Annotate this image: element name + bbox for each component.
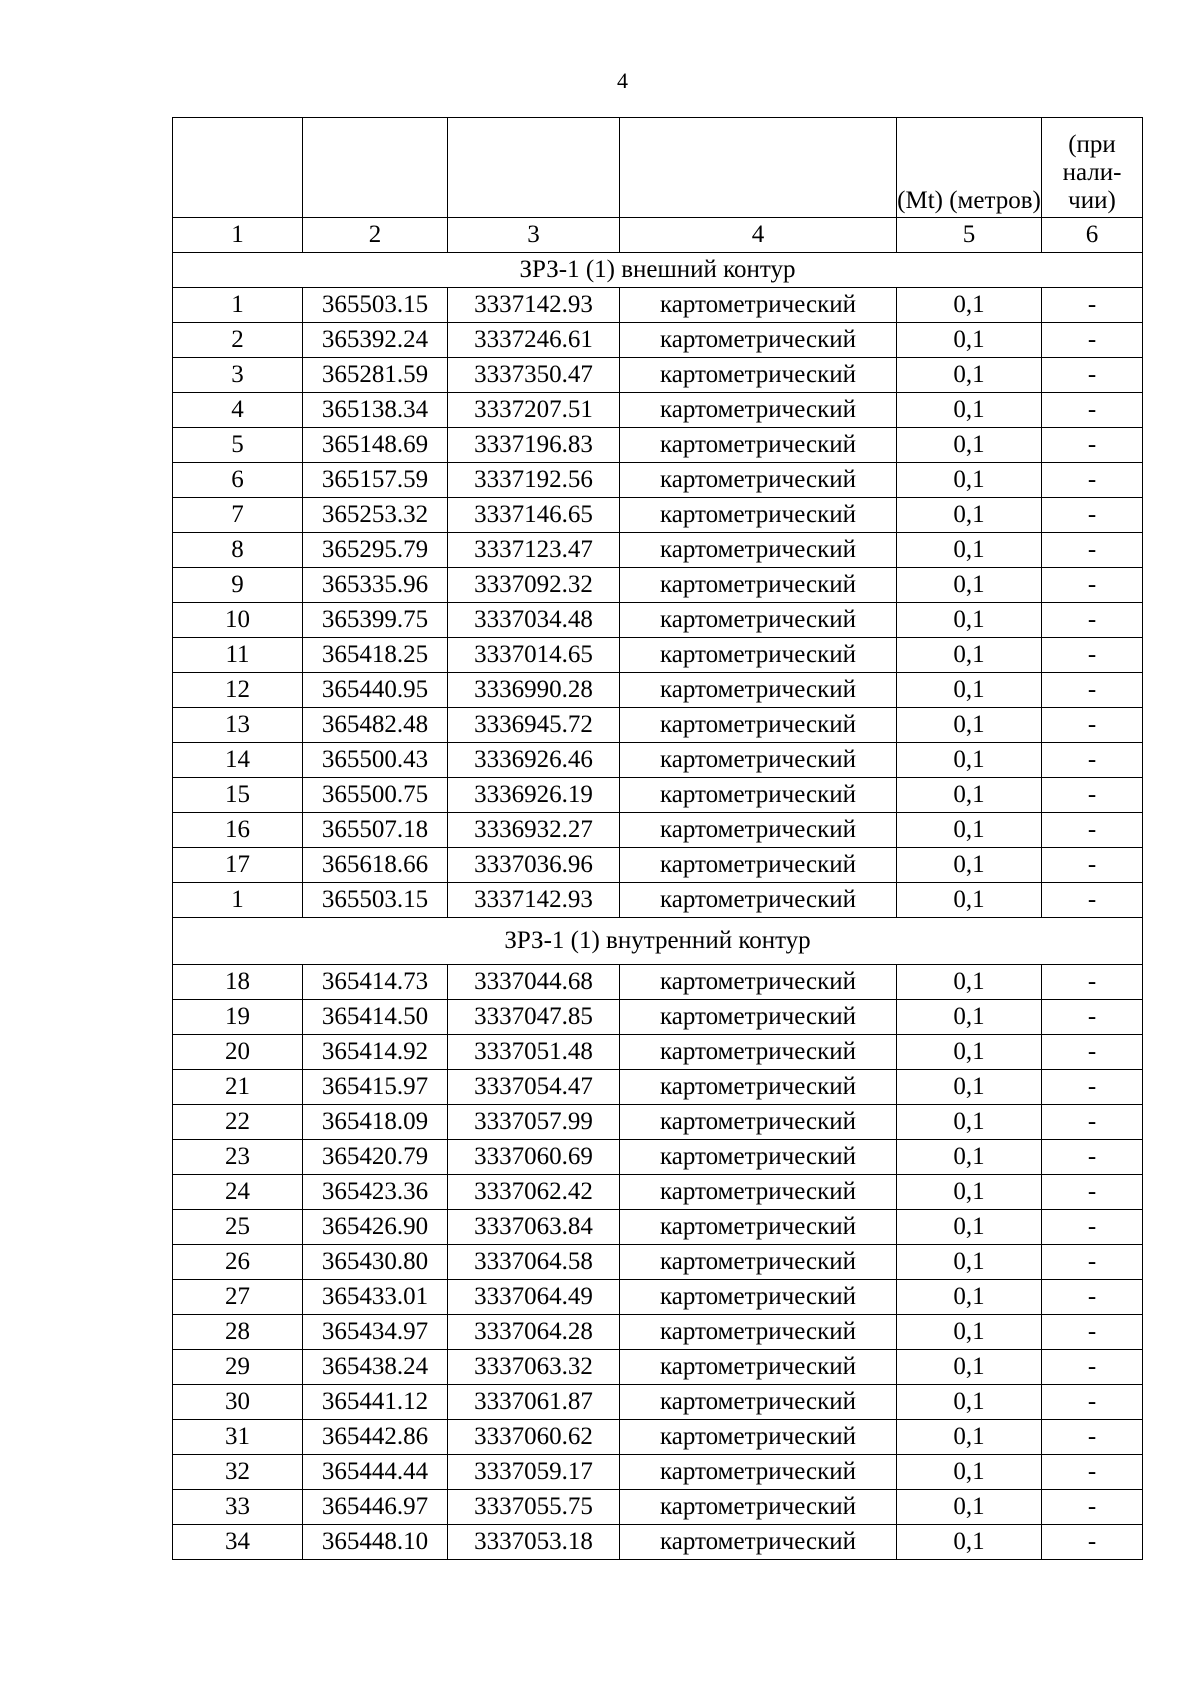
point-number-cell: 5 bbox=[173, 428, 303, 463]
method-cell: картометрический bbox=[620, 1070, 897, 1105]
point-number-cell: 11 bbox=[173, 638, 303, 673]
x-coordinate-cell: 365503.15 bbox=[303, 883, 448, 918]
table-row bbox=[173, 1350, 1143, 1385]
x-coordinate-cell: 365399.75 bbox=[303, 603, 448, 638]
accuracy-cell: 0,1 bbox=[897, 743, 1042, 778]
point-number-cell: 1 bbox=[173, 288, 303, 323]
y-coordinate-cell: 3336990.28 bbox=[448, 673, 620, 708]
x-coordinate-cell: 365618.66 bbox=[303, 848, 448, 883]
x-coordinate-cell: 365414.92 bbox=[303, 1035, 448, 1070]
table-row bbox=[173, 1000, 1143, 1035]
y-coordinate-cell: 3337059.17 bbox=[448, 1455, 620, 1490]
point-number-cell: 15 bbox=[173, 778, 303, 813]
header-cell bbox=[173, 118, 303, 218]
method-cell: картометрический bbox=[620, 1000, 897, 1035]
note-cell: - bbox=[1042, 498, 1143, 533]
method-cell: картометрический bbox=[620, 428, 897, 463]
x-coordinate-cell: 365157.59 bbox=[303, 463, 448, 498]
accuracy-cell: 0,1 bbox=[897, 393, 1042, 428]
table-row bbox=[173, 883, 1143, 918]
x-coordinate-cell: 365418.25 bbox=[303, 638, 448, 673]
note-cell: - bbox=[1042, 533, 1143, 568]
method-cell: картометрический bbox=[620, 603, 897, 638]
table-header-row bbox=[173, 118, 1143, 218]
point-number-cell: 33 bbox=[173, 1490, 303, 1525]
accuracy-cell: 0,1 bbox=[897, 1490, 1042, 1525]
column-number: 4 bbox=[620, 218, 897, 253]
x-coordinate-cell: 365442.86 bbox=[303, 1420, 448, 1455]
table-row bbox=[173, 1175, 1143, 1210]
point-number-cell: 22 bbox=[173, 1105, 303, 1140]
table-row bbox=[173, 848, 1143, 883]
note-cell: - bbox=[1042, 813, 1143, 848]
table-row bbox=[173, 1420, 1143, 1455]
x-coordinate-cell: 365335.96 bbox=[303, 568, 448, 603]
accuracy-cell: 0,1 bbox=[897, 1000, 1042, 1035]
point-number-cell: 12 bbox=[173, 673, 303, 708]
y-coordinate-cell: 3337142.93 bbox=[448, 288, 620, 323]
table-row bbox=[173, 1455, 1143, 1490]
y-coordinate-cell: 3337064.28 bbox=[448, 1315, 620, 1350]
column-number: 2 bbox=[303, 218, 448, 253]
x-coordinate-cell: 365446.97 bbox=[303, 1490, 448, 1525]
x-coordinate-cell: 365426.90 bbox=[303, 1210, 448, 1245]
table-row bbox=[173, 358, 1143, 393]
accuracy-cell: 0,1 bbox=[897, 1035, 1042, 1070]
x-coordinate-cell: 365507.18 bbox=[303, 813, 448, 848]
accuracy-cell: 0,1 bbox=[897, 533, 1042, 568]
point-number-cell: 10 bbox=[173, 603, 303, 638]
y-coordinate-cell: 3337196.83 bbox=[448, 428, 620, 463]
accuracy-cell: 0,1 bbox=[897, 638, 1042, 673]
note-cell: - bbox=[1042, 1525, 1143, 1560]
table-row bbox=[173, 1210, 1143, 1245]
y-coordinate-cell: 3337092.32 bbox=[448, 568, 620, 603]
accuracy-cell: 0,1 bbox=[897, 883, 1042, 918]
method-cell: картометрический bbox=[620, 638, 897, 673]
accuracy-cell: 0,1 bbox=[897, 1210, 1042, 1245]
x-coordinate-cell: 365281.59 bbox=[303, 358, 448, 393]
point-number-cell: 31 bbox=[173, 1420, 303, 1455]
table-row bbox=[173, 393, 1143, 428]
method-cell: картометрический bbox=[620, 358, 897, 393]
section-title-row bbox=[173, 253, 1143, 288]
x-coordinate-cell: 365420.79 bbox=[303, 1140, 448, 1175]
note-cell: - bbox=[1042, 323, 1143, 358]
y-coordinate-cell: 3337014.65 bbox=[448, 638, 620, 673]
note-cell: - bbox=[1042, 965, 1143, 1000]
y-coordinate-cell: 3337062.42 bbox=[448, 1175, 620, 1210]
accuracy-cell: 0,1 bbox=[897, 1385, 1042, 1420]
x-coordinate-cell: 365295.79 bbox=[303, 533, 448, 568]
method-cell: картометрический bbox=[620, 1175, 897, 1210]
table-row bbox=[173, 1525, 1143, 1560]
point-number-cell: 30 bbox=[173, 1385, 303, 1420]
method-cell: картометрический bbox=[620, 1280, 897, 1315]
y-coordinate-cell: 3337060.62 bbox=[448, 1420, 620, 1455]
note-cell: - bbox=[1042, 393, 1143, 428]
table-row bbox=[173, 568, 1143, 603]
accuracy-cell: 0,1 bbox=[897, 1140, 1042, 1175]
table-row bbox=[173, 1385, 1143, 1420]
note-cell: - bbox=[1042, 743, 1143, 778]
x-coordinate-cell: 365503.15 bbox=[303, 288, 448, 323]
point-number-cell: 8 bbox=[173, 533, 303, 568]
note-cell: - bbox=[1042, 1070, 1143, 1105]
x-coordinate-cell: 365392.24 bbox=[303, 323, 448, 358]
accuracy-cell: 0,1 bbox=[897, 428, 1042, 463]
table-row bbox=[173, 1105, 1143, 1140]
note-cell: - bbox=[1042, 673, 1143, 708]
x-coordinate-cell: 365433.01 bbox=[303, 1280, 448, 1315]
method-cell: картометрический bbox=[620, 848, 897, 883]
point-number-cell: 13 bbox=[173, 708, 303, 743]
y-coordinate-cell: 3337060.69 bbox=[448, 1140, 620, 1175]
note-cell: - bbox=[1042, 463, 1143, 498]
y-coordinate-cell: 3337123.47 bbox=[448, 533, 620, 568]
x-coordinate-cell: 365148.69 bbox=[303, 428, 448, 463]
accuracy-cell: 0,1 bbox=[897, 708, 1042, 743]
note-cell: - bbox=[1042, 1105, 1143, 1140]
point-number-cell: 1 bbox=[173, 883, 303, 918]
method-cell: картометрический bbox=[620, 778, 897, 813]
header-cell bbox=[620, 118, 897, 218]
method-cell: картометрический bbox=[620, 708, 897, 743]
method-cell: картометрический bbox=[620, 323, 897, 358]
x-coordinate-cell: 365423.36 bbox=[303, 1175, 448, 1210]
y-coordinate-cell: 3337057.99 bbox=[448, 1105, 620, 1140]
column-number: 6 bbox=[1042, 218, 1143, 253]
y-coordinate-cell: 3336945.72 bbox=[448, 708, 620, 743]
header-cell-availability: (при нали-чии) bbox=[1042, 118, 1143, 218]
x-coordinate-cell: 365444.44 bbox=[303, 1455, 448, 1490]
header-cell-accuracy: (Mt) (метров) bbox=[897, 118, 1042, 218]
accuracy-cell: 0,1 bbox=[897, 1525, 1042, 1560]
header-cell bbox=[303, 118, 448, 218]
table-row bbox=[173, 965, 1143, 1000]
method-cell: картометрический bbox=[620, 883, 897, 918]
point-number-cell: 3 bbox=[173, 358, 303, 393]
accuracy-cell: 0,1 bbox=[897, 1315, 1042, 1350]
y-coordinate-cell: 3337207.51 bbox=[448, 393, 620, 428]
accuracy-cell: 0,1 bbox=[897, 603, 1042, 638]
note-cell: - bbox=[1042, 603, 1143, 638]
note-cell: - bbox=[1042, 638, 1143, 673]
method-cell: картометрический bbox=[620, 813, 897, 848]
section-title: ЗРЗ-1 (1) внутренний контур bbox=[173, 918, 1143, 965]
method-cell: картометрический bbox=[620, 1350, 897, 1385]
table-row bbox=[173, 1070, 1143, 1105]
accuracy-cell: 0,1 bbox=[897, 1245, 1042, 1280]
note-cell: - bbox=[1042, 1175, 1143, 1210]
y-coordinate-cell: 3337047.85 bbox=[448, 1000, 620, 1035]
accuracy-cell: 0,1 bbox=[897, 1070, 1042, 1105]
accuracy-cell: 0,1 bbox=[897, 323, 1042, 358]
x-coordinate-cell: 365500.75 bbox=[303, 778, 448, 813]
y-coordinate-cell: 3336926.19 bbox=[448, 778, 620, 813]
column-number: 5 bbox=[897, 218, 1042, 253]
x-coordinate-cell: 365418.09 bbox=[303, 1105, 448, 1140]
y-coordinate-cell: 3337064.49 bbox=[448, 1280, 620, 1315]
accuracy-cell: 0,1 bbox=[897, 673, 1042, 708]
method-cell: картометрический bbox=[620, 1035, 897, 1070]
x-coordinate-cell: 365440.95 bbox=[303, 673, 448, 708]
method-cell: картометрический bbox=[620, 1140, 897, 1175]
y-coordinate-cell: 3337350.47 bbox=[448, 358, 620, 393]
y-coordinate-cell: 3337063.32 bbox=[448, 1350, 620, 1385]
x-coordinate-cell: 365138.34 bbox=[303, 393, 448, 428]
point-number-cell: 4 bbox=[173, 393, 303, 428]
accuracy-cell: 0,1 bbox=[897, 358, 1042, 393]
point-number-cell: 29 bbox=[173, 1350, 303, 1385]
x-coordinate-cell: 365482.48 bbox=[303, 708, 448, 743]
accuracy-cell: 0,1 bbox=[897, 288, 1042, 323]
table-row bbox=[173, 708, 1143, 743]
section-title: ЗРЗ-1 (1) внешний контур bbox=[173, 253, 1143, 288]
point-number-cell: 17 bbox=[173, 848, 303, 883]
point-number-cell: 2 bbox=[173, 323, 303, 358]
accuracy-cell: 0,1 bbox=[897, 813, 1042, 848]
coordinates-table bbox=[172, 117, 1143, 1560]
method-cell: картометрический bbox=[620, 1210, 897, 1245]
note-cell: - bbox=[1042, 1350, 1143, 1385]
method-cell: картометрический bbox=[620, 1525, 897, 1560]
method-cell: картометрический bbox=[620, 1420, 897, 1455]
table-row bbox=[173, 428, 1143, 463]
y-coordinate-cell: 3337036.96 bbox=[448, 848, 620, 883]
point-number-cell: 19 bbox=[173, 1000, 303, 1035]
y-coordinate-cell: 3337055.75 bbox=[448, 1490, 620, 1525]
accuracy-cell: 0,1 bbox=[897, 498, 1042, 533]
y-coordinate-cell: 3336932.27 bbox=[448, 813, 620, 848]
note-cell: - bbox=[1042, 1455, 1143, 1490]
table-row bbox=[173, 1140, 1143, 1175]
table-row bbox=[173, 1490, 1143, 1525]
point-number-cell: 34 bbox=[173, 1525, 303, 1560]
note-cell: - bbox=[1042, 1490, 1143, 1525]
header-cell bbox=[448, 118, 620, 218]
note-cell: - bbox=[1042, 288, 1143, 323]
point-number-cell: 6 bbox=[173, 463, 303, 498]
point-number-cell: 32 bbox=[173, 1455, 303, 1490]
point-number-cell: 16 bbox=[173, 813, 303, 848]
table-row bbox=[173, 288, 1143, 323]
y-coordinate-cell: 3337061.87 bbox=[448, 1385, 620, 1420]
y-coordinate-cell: 3337034.48 bbox=[448, 603, 620, 638]
table-row bbox=[173, 743, 1143, 778]
method-cell: картометрический bbox=[620, 1245, 897, 1280]
column-number-row bbox=[173, 218, 1143, 253]
note-cell: - bbox=[1042, 708, 1143, 743]
point-number-cell: 23 bbox=[173, 1140, 303, 1175]
table-row bbox=[173, 813, 1143, 848]
column-number: 1 bbox=[173, 218, 303, 253]
y-coordinate-cell: 3337146.65 bbox=[448, 498, 620, 533]
x-coordinate-cell: 365414.73 bbox=[303, 965, 448, 1000]
note-cell: - bbox=[1042, 848, 1143, 883]
note-cell: - bbox=[1042, 778, 1143, 813]
note-cell: - bbox=[1042, 358, 1143, 393]
method-cell: картометрический bbox=[620, 1385, 897, 1420]
note-cell: - bbox=[1042, 1210, 1143, 1245]
table-row bbox=[173, 673, 1143, 708]
method-cell: картометрический bbox=[620, 743, 897, 778]
table-row bbox=[173, 1280, 1143, 1315]
page-number: 4 bbox=[617, 68, 628, 93]
note-cell: - bbox=[1042, 1140, 1143, 1175]
note-cell: - bbox=[1042, 1245, 1143, 1280]
table-row bbox=[173, 603, 1143, 638]
point-number-cell: 20 bbox=[173, 1035, 303, 1070]
x-coordinate-cell: 365500.43 bbox=[303, 743, 448, 778]
table-row bbox=[173, 463, 1143, 498]
accuracy-cell: 0,1 bbox=[897, 1280, 1042, 1315]
point-number-cell: 28 bbox=[173, 1315, 303, 1350]
method-cell: картометрический bbox=[620, 1105, 897, 1140]
method-cell: картометрический bbox=[620, 1455, 897, 1490]
accuracy-cell: 0,1 bbox=[897, 965, 1042, 1000]
x-coordinate-cell: 365438.24 bbox=[303, 1350, 448, 1385]
note-cell: - bbox=[1042, 1385, 1143, 1420]
x-coordinate-cell: 365441.12 bbox=[303, 1385, 448, 1420]
y-coordinate-cell: 3337044.68 bbox=[448, 965, 620, 1000]
method-cell: картометрический bbox=[620, 673, 897, 708]
method-cell: картометрический bbox=[620, 288, 897, 323]
y-coordinate-cell: 3337064.58 bbox=[448, 1245, 620, 1280]
method-cell: картометрический bbox=[620, 393, 897, 428]
note-cell: - bbox=[1042, 883, 1143, 918]
method-cell: картометрический bbox=[620, 463, 897, 498]
x-coordinate-cell: 365253.32 bbox=[303, 498, 448, 533]
x-coordinate-cell: 365415.97 bbox=[303, 1070, 448, 1105]
point-number-cell: 18 bbox=[173, 965, 303, 1000]
table-row bbox=[173, 533, 1143, 568]
accuracy-cell: 0,1 bbox=[897, 1175, 1042, 1210]
accuracy-cell: 0,1 bbox=[897, 463, 1042, 498]
table-row bbox=[173, 638, 1143, 673]
table-body bbox=[173, 118, 1143, 1560]
point-number-cell: 26 bbox=[173, 1245, 303, 1280]
method-cell: картометрический bbox=[620, 1490, 897, 1525]
note-cell: - bbox=[1042, 1280, 1143, 1315]
accuracy-cell: 0,1 bbox=[897, 778, 1042, 813]
x-coordinate-cell: 365448.10 bbox=[303, 1525, 448, 1560]
point-number-cell: 7 bbox=[173, 498, 303, 533]
accuracy-cell: 0,1 bbox=[897, 568, 1042, 603]
note-cell: - bbox=[1042, 428, 1143, 463]
point-number-cell: 14 bbox=[173, 743, 303, 778]
point-number-cell: 25 bbox=[173, 1210, 303, 1245]
note-cell: - bbox=[1042, 568, 1143, 603]
accuracy-cell: 0,1 bbox=[897, 1420, 1042, 1455]
column-number: 3 bbox=[448, 218, 620, 253]
section-title-row bbox=[173, 918, 1143, 965]
x-coordinate-cell: 365430.80 bbox=[303, 1245, 448, 1280]
method-cell: картометрический bbox=[620, 498, 897, 533]
table-row bbox=[173, 778, 1143, 813]
method-cell: картометрический bbox=[620, 965, 897, 1000]
note-cell: - bbox=[1042, 1000, 1143, 1035]
y-coordinate-cell: 3337054.47 bbox=[448, 1070, 620, 1105]
note-cell: - bbox=[1042, 1420, 1143, 1455]
y-coordinate-cell: 3337063.84 bbox=[448, 1210, 620, 1245]
y-coordinate-cell: 3337246.61 bbox=[448, 323, 620, 358]
point-number-cell: 24 bbox=[173, 1175, 303, 1210]
point-number-cell: 9 bbox=[173, 568, 303, 603]
note-cell: - bbox=[1042, 1315, 1143, 1350]
point-number-cell: 27 bbox=[173, 1280, 303, 1315]
accuracy-cell: 0,1 bbox=[897, 1105, 1042, 1140]
table-row bbox=[173, 323, 1143, 358]
y-coordinate-cell: 3337051.48 bbox=[448, 1035, 620, 1070]
accuracy-cell: 0,1 bbox=[897, 1455, 1042, 1490]
accuracy-cell: 0,1 bbox=[897, 848, 1042, 883]
y-coordinate-cell: 3336926.46 bbox=[448, 743, 620, 778]
table-row bbox=[173, 498, 1143, 533]
y-coordinate-cell: 3337192.56 bbox=[448, 463, 620, 498]
x-coordinate-cell: 365414.50 bbox=[303, 1000, 448, 1035]
y-coordinate-cell: 3337053.18 bbox=[448, 1525, 620, 1560]
table-row bbox=[173, 1035, 1143, 1070]
table-row bbox=[173, 1315, 1143, 1350]
method-cell: картометрический bbox=[620, 568, 897, 603]
point-number-cell: 21 bbox=[173, 1070, 303, 1105]
y-coordinate-cell: 3337142.93 bbox=[448, 883, 620, 918]
method-cell: картометрический bbox=[620, 533, 897, 568]
note-cell: - bbox=[1042, 1035, 1143, 1070]
x-coordinate-cell: 365434.97 bbox=[303, 1315, 448, 1350]
accuracy-cell: 0,1 bbox=[897, 1350, 1042, 1385]
table-row bbox=[173, 1245, 1143, 1280]
method-cell: картометрический bbox=[620, 1315, 897, 1350]
